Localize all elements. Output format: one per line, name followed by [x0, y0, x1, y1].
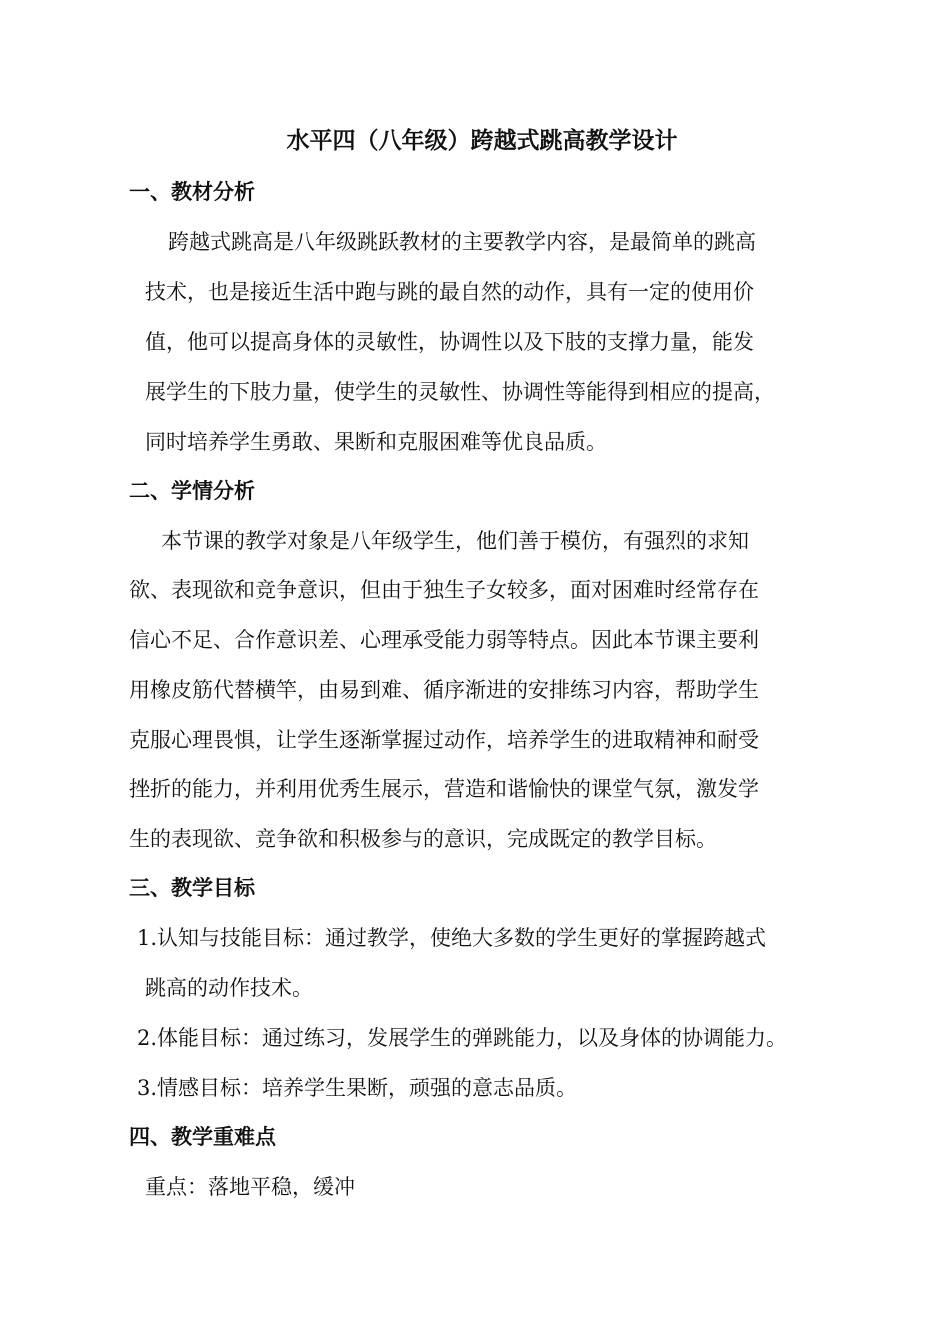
paragraph-line: 克服心理畏惧，让学生逐渐掌握过动作，培养学生的进取精神和耐受 [129, 728, 759, 752]
paragraph-line: 生的表现欲、竞争欲和积极参与的意识，完成既定的教学目标。 [129, 827, 717, 851]
objective-item: 2.体能目标：通过练习，发展学生的弹跳能力，以及身体的协调能力。 [137, 1026, 788, 1050]
section-heading-teaching-objectives: 三、教学目标 [129, 876, 255, 900]
paragraph-line: 用橡皮筋代替横竿，由易到难、循序渐进的安排练习内容，帮助学生 [129, 678, 759, 702]
objective-item: 1.认知与技能目标：通过教学，使绝大多数的学生更好的掌握跨越式 [137, 926, 767, 950]
paragraph-line: 欲、表现欲和竞争意识，但由于独生子女较多，面对困难时经常存在 [129, 578, 759, 602]
paragraph-line: 技术，也是接近生活中跑与跳的最自然的动作，具有一定的使用价 [145, 280, 754, 304]
section-heading-materials-analysis: 一、教材分析 [129, 180, 255, 204]
paragraph-line: 挫折的能力，并利用优秀生展示，营造和谐愉快的课堂气氛，激发学 [129, 777, 759, 801]
key-point-line: 重点：落地平稳，缓冲 [145, 1175, 355, 1199]
document-title: 水平四（八年级）跨越式跳高教学设计 [286, 128, 678, 154]
paragraph-line: 信心不足、合作意识差、心理承受能力弱等特点。因此本节课主要利 [129, 628, 759, 652]
paragraph-line: 值，他可以提高身体的灵敏性，协调性以及下肢的支撑力量，能发 [145, 330, 754, 354]
objective-item: 3.情感目标：培养学生果断，顽强的意志品质。 [137, 1076, 578, 1100]
paragraph-line: 跨越式跳高是八年级跳跃教材的主要教学内容，是最简单的跳高 [168, 230, 756, 254]
section-heading-student-analysis: 二、学情分析 [129, 479, 255, 503]
section-heading-key-difficult-points: 四、教学重难点 [129, 1125, 276, 1149]
paragraph-line: 同时培养学生勇敢、果断和克服困难等优良品质。 [145, 430, 607, 454]
paragraph-line: 展学生的下肢力量，使学生的灵敏性、协调性等能得到相应的提高， [145, 380, 775, 404]
paragraph-line: 本节课的教学对象是八年级学生，他们善于模仿，有强烈的求知 [161, 529, 749, 553]
objective-item-continuation: 跳高的动作技术。 [145, 976, 313, 1000]
